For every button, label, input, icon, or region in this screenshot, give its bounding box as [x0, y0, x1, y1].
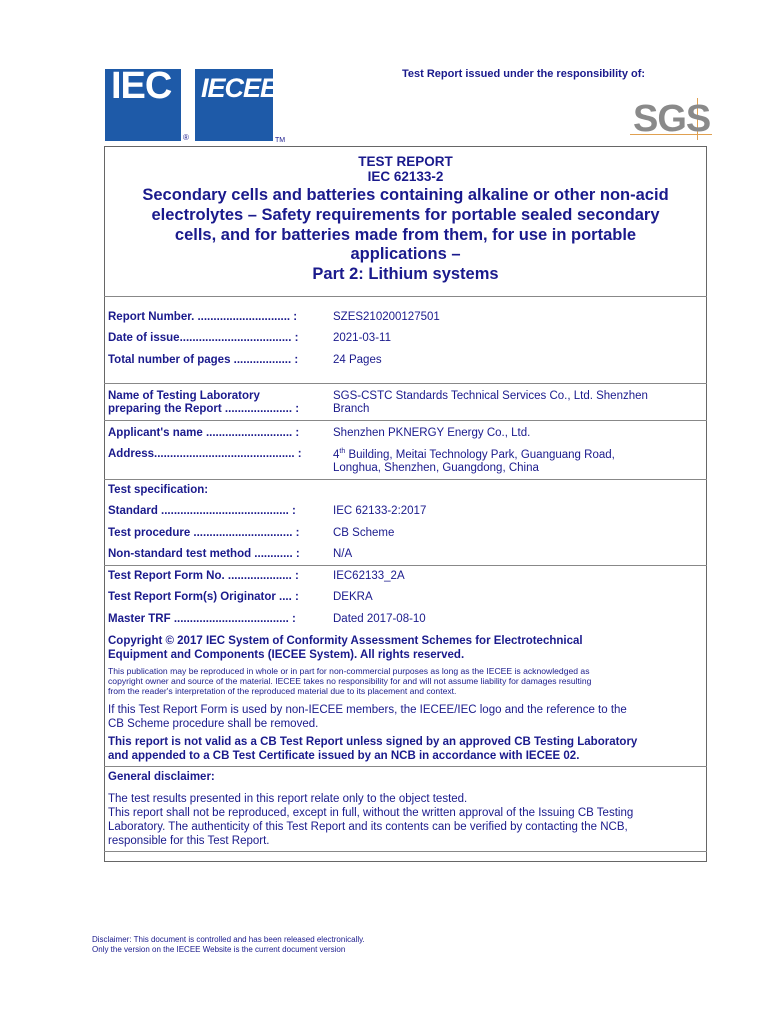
trademark-mark: TM [275, 137, 286, 144]
iec-logo-text: IEC [111, 65, 172, 107]
sgs-logo: SGS [633, 98, 711, 140]
disclaimer-line: Laboratory. The authenticity of this Test Report and its contents can be verified by contacting the NCB, [108, 821, 628, 833]
standard-title-line: applications – [350, 245, 461, 263]
address-street: Building, Meitai Technology Park, Guanguang Road, [345, 448, 615, 461]
report-type: TEST REPORT [358, 154, 453, 169]
copyright-notice-line: from the reader's interpretation of the reproduced material due to its placement and context. [108, 686, 457, 696]
non-standard-method-value: N/A [333, 548, 353, 560]
divider [104, 383, 707, 384]
footer-disclaimer-line: Only the version on the IECEE Website is the current document version [92, 945, 346, 954]
divider [104, 565, 707, 566]
disclaimer-line: This report shall not be reproduced, except in full, without the written approval of the Issuing CB Testing [108, 807, 634, 819]
test-procedure-value: CB Scheme [333, 527, 395, 539]
master-trf-label: Master TRF .................................... : [108, 613, 296, 625]
general-disclaimer-heading: General disclaimer: [108, 771, 215, 783]
test-procedure-label: Test procedure ............................... : [108, 527, 300, 539]
report-number-value: SZES210200127501 [333, 311, 440, 323]
address-value [333, 448, 615, 461]
address-value: Longhua, Shenzhen, Guangdong, China [333, 462, 539, 474]
applicant-value: Shenzhen PKNERGY Energy Co., Ltd. [333, 427, 531, 439]
standard-value: IEC 62133-2:2017 [333, 505, 427, 517]
date-of-issue-label: Date of issue................................... : [108, 332, 299, 344]
lab-name-value: SGS-CSTC Standards Technical Services Co., Ltd. Shenzhen [333, 390, 648, 402]
address-superscript: th [339, 448, 346, 455]
master-trf-value: Dated 2017-08-10 [333, 613, 426, 625]
copyright-line: Copyright © 2017 IEC System of Conformity Assessment Schemes for Electrotechnical [108, 635, 583, 647]
registered-mark: ® [183, 133, 189, 142]
trf-number-label: Test Report Form No. .................... : [108, 570, 299, 582]
applicant-label: Applicant's name ........................... : [108, 427, 300, 439]
validity-notice-line: and appended to a CB Test Certificate issued by an NCB in accordance with IECEE 02. [108, 750, 580, 762]
divider [104, 296, 707, 297]
iec-logo [105, 65, 181, 141]
disclaimer-line: The test results presented in this report relate only to the object tested. [108, 793, 468, 805]
total-pages-label: Total number of pages .................. : [108, 354, 299, 366]
address-number: 4 [333, 448, 340, 461]
lab-name-value: Branch [333, 403, 370, 415]
non-standard-method-label: Non-standard test method ............ : [108, 548, 300, 560]
standard-label: Standard ........................................ : [108, 505, 296, 517]
trf-number-value: IEC62133_2A [333, 570, 405, 582]
copyright-line: Equipment and Components (IECEE System). All rights reserved. [108, 649, 465, 661]
standard-title-line: electrolytes – Safety requirements for portable sealed secondary [151, 206, 660, 224]
responsibility-text: Test Report issued under the responsibility of: [402, 68, 646, 80]
lab-name-label: Name of Testing Laboratory [108, 390, 260, 402]
standard-part-title: Part 2: Lithium systems [312, 265, 499, 283]
standard-title-line: cells, and for batteries made from them, for use in portable [174, 226, 637, 244]
non-member-notice-line: CB Scheme procedure shall be removed. [108, 718, 319, 730]
lab-name-label: preparing the Report ..................... : [108, 403, 300, 415]
trf-originator-label: Test Report Form(s) Originator .... : [108, 591, 299, 603]
disclaimer-line: responsible for this Test Report. [108, 835, 270, 847]
validity-notice-line: This report is not valid as a CB Test Report unless signed by an approved CB Testing Laboratory [108, 736, 638, 748]
iecee-logo [195, 69, 278, 141]
standard-title-line: Secondary cells and batteries containing alkaline or other non-acid [142, 186, 669, 204]
divider [104, 420, 707, 421]
standard-number: IEC 62133-2 [367, 169, 444, 184]
divider [104, 766, 707, 767]
copyright-notice-line: This publication may be reproduced in whole or in part for non-commercial purposes as long as the IECEE is acknowledged as [108, 666, 590, 676]
address-label: Address............................................ : [108, 448, 302, 460]
total-pages-value: 24 Pages [333, 354, 382, 366]
date-of-issue-value: 2021-03-11 [333, 332, 391, 344]
divider [104, 479, 707, 480]
copyright-notice-line: copyright owner and source of the material. IECEE takes no responsibility for and will not assume liability for damages resulting [108, 676, 592, 686]
trf-originator-value: DEKRA [333, 591, 373, 603]
non-member-notice-line: If this Test Report Form is used by non-IECEE members, the IECEE/IEC logo and the reference to the [108, 704, 627, 716]
report-number-label: Report Number. ............................. : [108, 311, 298, 323]
test-specification-heading: Test specification: [108, 484, 209, 496]
iecee-logo-text: IECEE [201, 73, 278, 103]
divider [104, 851, 707, 852]
footer-disclaimer-line: Disclaimer: This document is controlled and has been released electronically. [92, 935, 365, 944]
